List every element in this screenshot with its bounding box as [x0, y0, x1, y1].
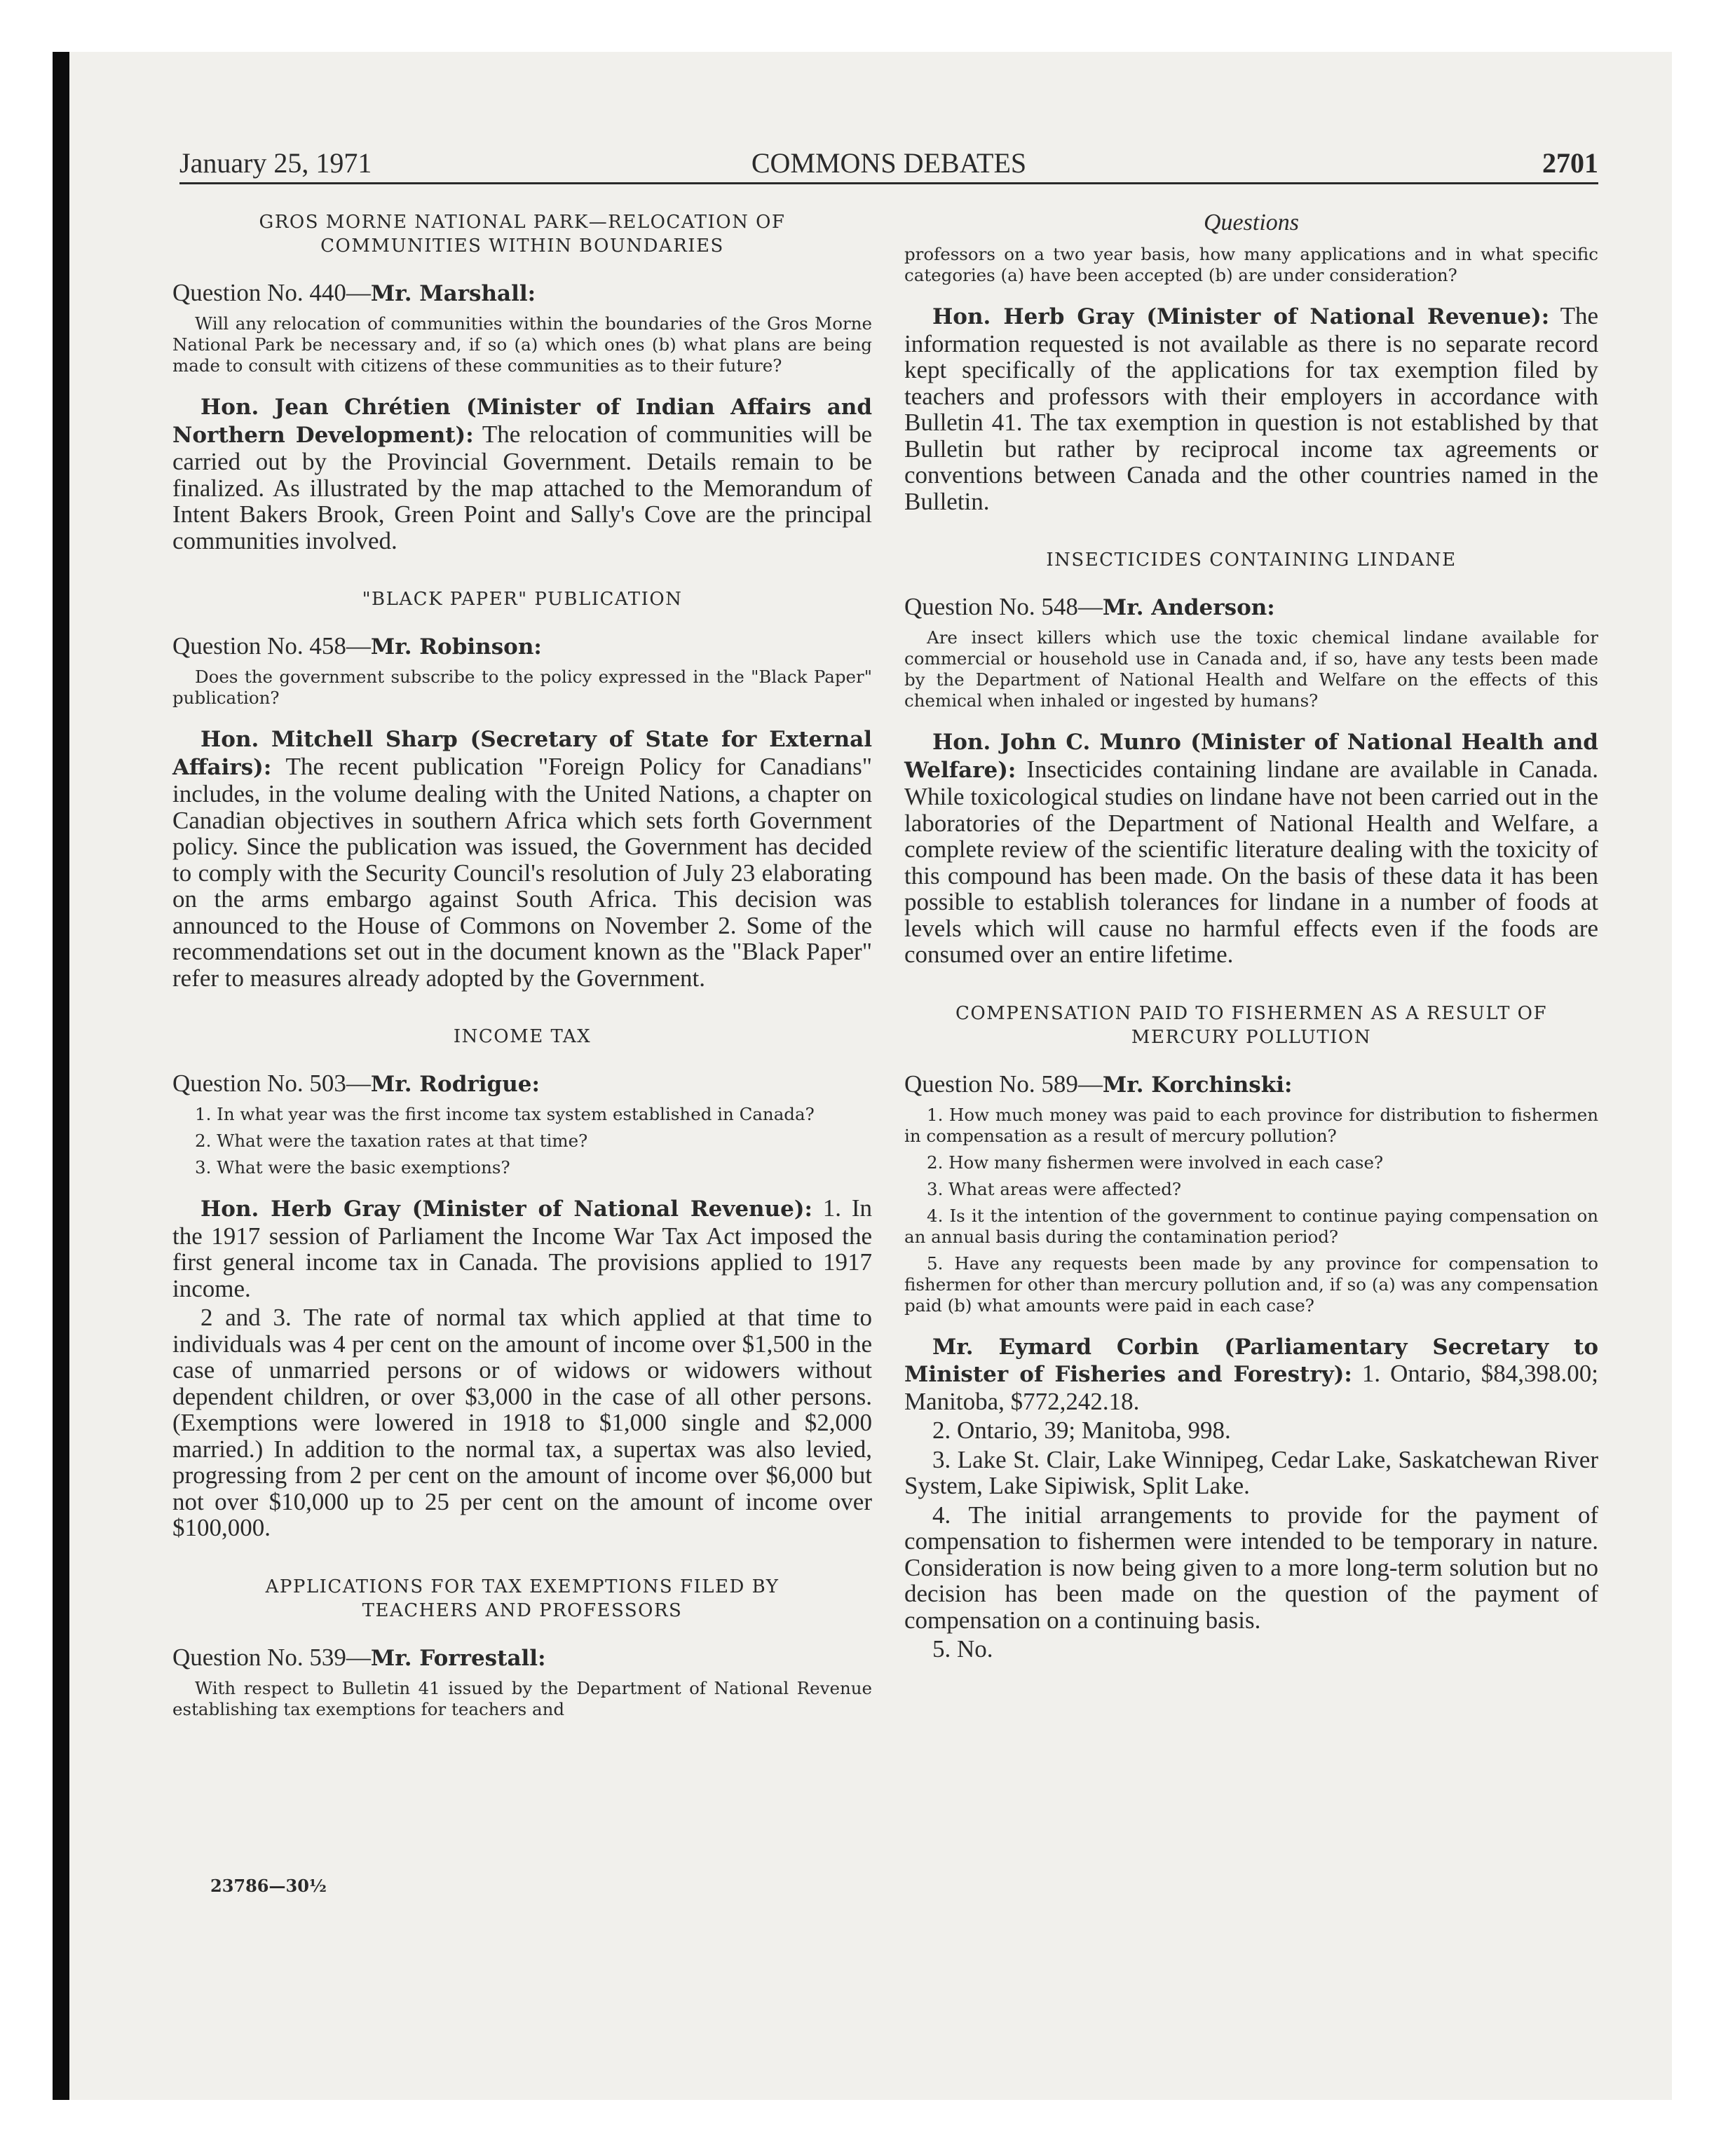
question-item: 3. What areas were affected?	[927, 1178, 1182, 1199]
right-column	[904, 207, 1598, 1663]
answer-speaker: Hon. Herb Gray (Minister of National Revenue):	[932, 304, 1550, 329]
question-line	[172, 631, 872, 662]
question-line	[172, 1068, 872, 1100]
section-heading-lindane: INSECTICIDES CONTAINING LINDANE	[1046, 550, 1457, 571]
question-number: Question No. 539—	[172, 1643, 371, 1671]
answer-paragraph	[904, 303, 1598, 514]
heading-line: COMMUNITIES WITHIN BOUNDARIES	[320, 236, 724, 257]
question-item: 1. In what year was the first income tax system established in Canada?	[195, 1104, 815, 1124]
question-line	[172, 278, 872, 309]
question-item: 1. How much money was paid to each province for distribution to fishermen in compensation as a result of mercury pollution?	[904, 1104, 1598, 1146]
question-number: Question No. 440—	[172, 279, 371, 306]
answer-text: Insecticides containing lindane are available in Canada. While toxicological studies on lindane have not been carried out in the laboratories of the Department of National Health and Welfare, a complete review of the scientific literature dealing with the toxicity of this compound has been made. On the basis of these data it has been possible to establish tolerances for lindane in a number of foods at levels which will cause no harmful effects even if the foods are consumed over an entire lifetime.	[904, 755, 1598, 968]
answer-speaker: Hon. Mitchell Sharp (Secretary of State for External Affairs):	[172, 727, 872, 780]
print-code: 23786—30½	[210, 1876, 327, 1896]
question-text: Does the government subscribe to the policy expressed in the "Black Paper" publication?	[172, 667, 872, 708]
running-head: Questions	[1204, 210, 1299, 236]
answer-paragraph	[904, 1333, 1598, 1415]
answer-speaker: Mr. Eymard Corbin (Parliamentary Secretary to Minister of Fisheries and Forestry):	[904, 1334, 1598, 1387]
answer-paragraph: 2. Ontario, 39; Manitoba, 998.	[932, 1417, 1231, 1444]
question-number: Question No. 503—	[172, 1070, 371, 1097]
question-text: Will any relocation of communities within the boundaries of the Gros Morne National Park be necessary and, if so (a) which ones (b) what plans are being made to consult with citizens of these communities as to their future?	[172, 313, 872, 376]
section-heading-mercury	[904, 1002, 1598, 1049]
section-heading-black-paper: "BLACK PAPER" PUBLICATION	[362, 589, 683, 610]
question-item: 5. Have any requests been made by any province for compensation to fishermen for other than mercury pollution and, if so (a) was any compensation paid (b) what amounts were paid in each case?	[904, 1253, 1598, 1316]
heading-line: GROS MORNE NATIONAL PARK—RELOCATION OF	[259, 212, 786, 233]
heading-line: MERCURY POLLUTION	[1131, 1026, 1372, 1048]
answer-paragraph	[172, 1195, 872, 1302]
question-asker: Mr. Korchinski:	[1102, 1072, 1293, 1098]
answer-text: 1. Ontario, $84,398.00; Manitoba, $772,242.18.	[904, 1360, 1598, 1415]
answer-paragraph: 5. No.	[932, 1635, 993, 1663]
question-text: Are insect killers which use the toxic chemical lindane available for commercial or household use in Canada and, if so, have any tests been made by the Department of National Health and Welfare on the effects of this chemical when inhaled or ingested by humans?	[904, 627, 1598, 711]
answer-speaker: Hon. John C. Munro (Minister of National Health and Welfare):	[904, 730, 1598, 783]
section-heading-income-tax: INCOME TAX	[453, 1026, 592, 1047]
question-number: Question No. 589—	[904, 1070, 1103, 1098]
answer-text: The information requested is not available as there is no separate record kept specifically of the applications for tax exemption filed by teachers and professors with their employers in accordance with Bulletin 41. The tax exemption in question is not established by that Bulletin but rather by reciprocal income tax agreements or conventions between Canada and the other countries named in the Bulletin.	[904, 302, 1598, 515]
question-item: 3. What were the basic exemptions?	[195, 1157, 510, 1178]
question-asker: Mr. Marshall:	[370, 281, 536, 306]
question-line	[904, 592, 1598, 623]
section-heading-gros-morne	[172, 210, 872, 258]
answer-speaker: Hon. Herb Gray (Minister of National Revenue):	[200, 1196, 812, 1222]
header-publication: COMMONS DEBATES	[751, 147, 1027, 179]
question-asker: Mr. Robinson:	[370, 634, 542, 660]
answer-text: The recent publication "Foreign Policy for Canadians" includes, in the volume dealing with the United Nations, a chapter on Canadian objectives in southern Africa which sets forth Government policy. Since the publication was issued, the Government has decided to comply with the Security Council's resolution of July 23 elaborating on the arms embargo against South Africa. This decision was announced to the House of Commons on November 2. Some of the recommendations set out in the document known as the "Black Paper" refer to measures already adopted by the Government.	[172, 752, 872, 992]
answer-paragraph: 4. The initial arrangements to provide for the payment of compensation to fishermen were intended to be temporary in nature. Consideration is now being given to a more long-term solution but no decision has been made on the question of the payment of compensation on a continuing basis.	[904, 1501, 1598, 1634]
heading-line: TEACHERS AND PROFESSORS	[362, 1599, 683, 1621]
scan-binding-edge	[53, 52, 69, 2100]
question-asker: Mr. Anderson:	[1102, 595, 1275, 620]
answer-paragraph: 2 and 3. The rate of normal tax which applied at that time to individuals was 4 per cent on the amount of income over $1,500 in the case of unmarried persons or of widows or widowers without dependent children, or over $3,000 in the case of all other persons. (Exemptions were lowered in 1918 to $1,000 single and $2,000 married.) In addition to the normal tax, a supertax was also levied, progressing from 2 per cent on the amount of income over $6,000 but not over $10,000 up to 25 per cent on the amount of income over $100,000.	[172, 1304, 872, 1541]
question-item: 2. What were the taxation rates at that time?	[195, 1131, 588, 1151]
answer-speaker: Hon. Jean Chrétien (Minister of Indian Affairs and Northern Development):	[172, 395, 872, 448]
answer-text: The relocation of communities will be carried out by the Provincial Government. Details remain to be finalized. As illustrated by the map attached to the Memorandum of Intent Bakers Brook, Green Point and Sally's Cove are the principal communities involved.	[172, 420, 872, 554]
question-text-continued: professors on a two year basis, how many applications and in what specific categories (a) have been accepted (b) are under consideration?	[904, 244, 1598, 285]
question-line	[172, 1642, 872, 1674]
question-item: 4. Is it the intention of the government to continue paying compensation on an annual basis during the contamination period?	[904, 1205, 1598, 1247]
page-header	[179, 144, 1598, 184]
question-asker: Mr. Rodrigue:	[370, 1072, 540, 1097]
question-text: With respect to Bulletin 41 issued by the Department of National Revenue establishing tax exemptions for teachers and	[172, 1677, 872, 1719]
answer-paragraph: 3. Lake St. Clair, Lake Winnipeg, Cedar Lake, Saskatchewan River System, Lake Sipiwisk, Split Lake.	[904, 1445, 1598, 1499]
answer-paragraph	[172, 393, 872, 554]
question-number: Question No. 458—	[172, 632, 371, 660]
answer-paragraph	[904, 728, 1598, 968]
question-number: Question No. 548—	[904, 593, 1103, 620]
section-heading-tax-exemptions	[172, 1575, 872, 1623]
header-date: January 25, 1971	[179, 147, 372, 179]
question-line	[904, 1069, 1598, 1100]
question-asker: Mr. Forrestall:	[370, 1645, 546, 1671]
heading-line: COMPENSATION PAID TO FISHERMEN AS A RESULT OF	[955, 1002, 1548, 1024]
heading-line: APPLICATIONS FOR TAX EXEMPTIONS FILED BY	[265, 1576, 780, 1597]
header-page-number: 2701	[1542, 147, 1598, 179]
left-column	[172, 210, 872, 1726]
answer-text: 1. In the 1917 session of Parliament the Income War Tax Act imposed the first general income tax in Canada. The provisions applied to 1917 income.	[172, 1194, 873, 1302]
question-item: 2. How many fishermen were involved in each case?	[927, 1152, 1384, 1173]
answer-paragraph	[172, 725, 872, 991]
